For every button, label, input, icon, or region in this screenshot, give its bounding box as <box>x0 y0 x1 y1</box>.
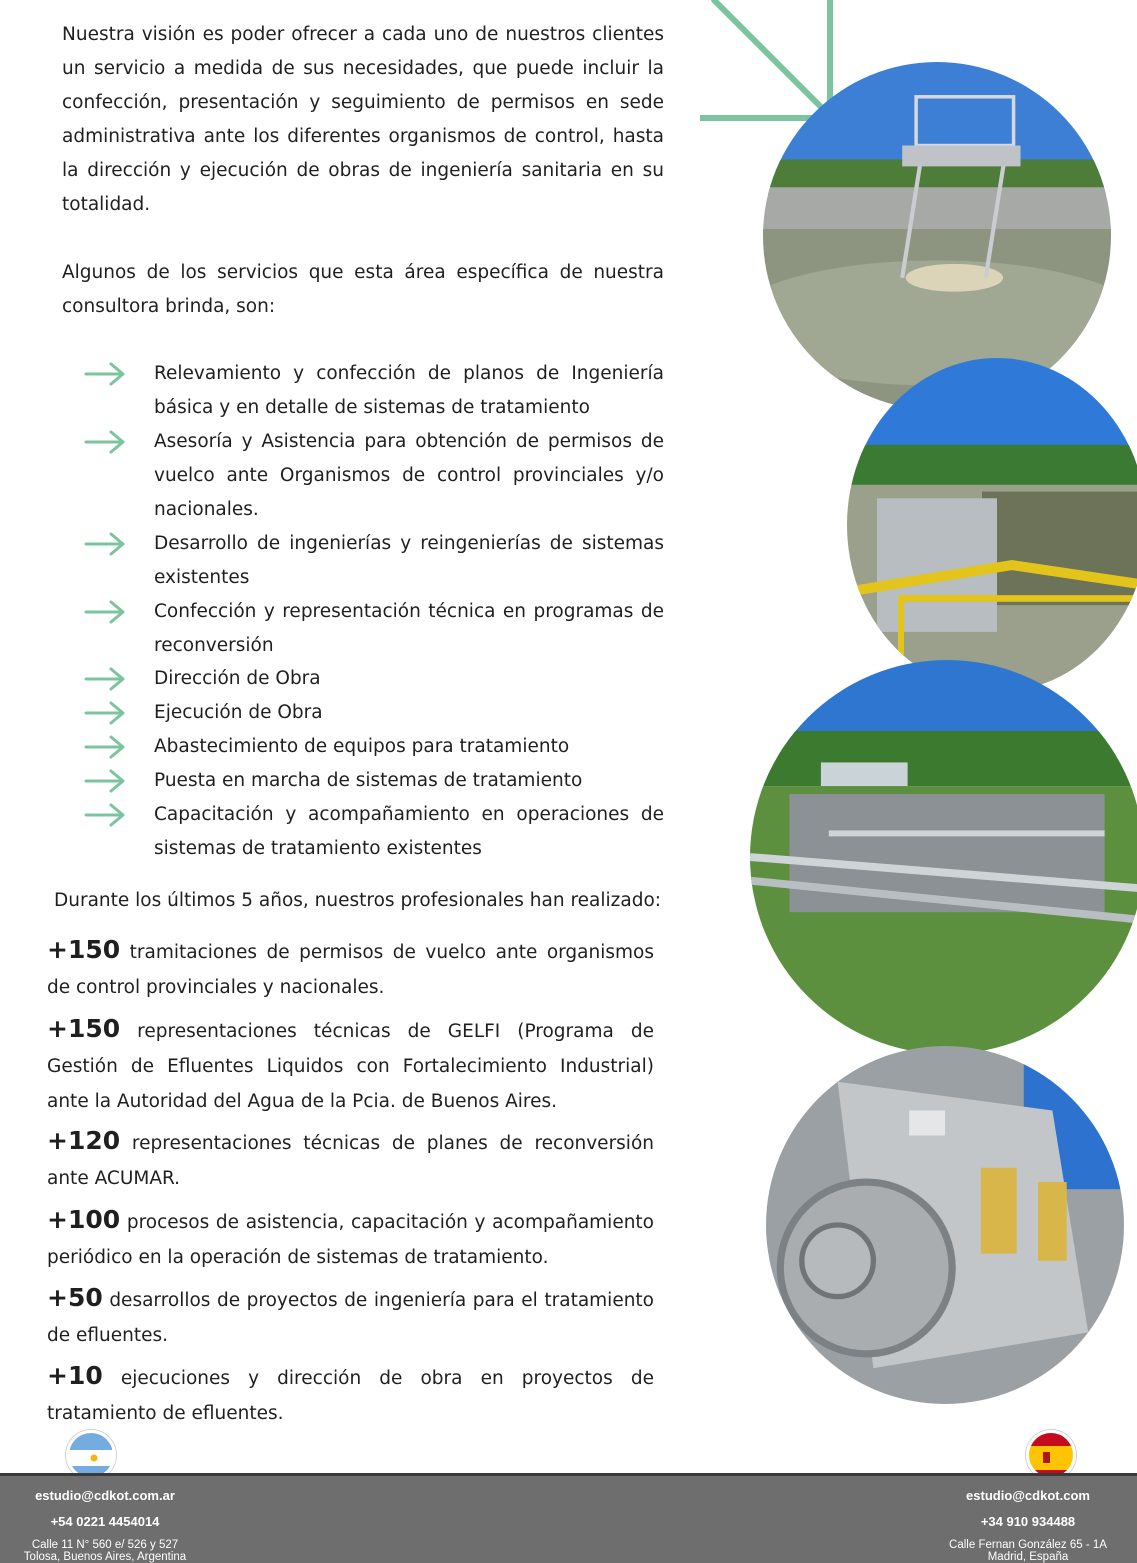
achievement-text: representaciones técnicas de GELFI (Programa de Gestión de Efluentes Liquidos con Fortalecimiento Industrial) ante la Autoridad del Agua de la Pcia. de Buenos Aires. <box>47 1021 654 1112</box>
contact-footer <box>0 1473 1137 1563</box>
service-text: Dirección de Obra <box>154 668 321 689</box>
photo-treatment-plant <box>847 358 1137 692</box>
achievement-text: representaciones técnicas de planes de reconversión ante ACUMAR. <box>47 1133 654 1189</box>
spain-address-line2: Madrid, España <box>987 1551 1069 1563</box>
service-text: Confección y representación técnica en programas de reconversión <box>154 601 664 656</box>
achievement-count: +120 <box>47 1126 121 1155</box>
service-text: Ejecución de Obra <box>154 702 323 723</box>
argentina-address-line1: Calle 11 N° 560 e/ 526 y 527 <box>31 1539 179 1551</box>
photo-stainless-equipment <box>766 1046 1124 1404</box>
achievement-item <box>47 1202 654 1275</box>
achievement-text: procesos de asistencia, capacitación y acompañamiento periódico en la operación de sistemas de tratamiento. <box>47 1212 655 1268</box>
arrow-right-icon <box>84 600 126 624</box>
arrow-right-icon <box>84 735 126 759</box>
achievements-lead: Durante los últimos 5 años, nuestros profesionales han realizado: <box>54 890 662 911</box>
arrow-right-icon <box>84 532 126 556</box>
achievement-item <box>47 932 654 1005</box>
vision-paragraph: Nuestra visión es poder ofrecer a cada uno de nuestros clientes un servicio a medida de sus necesidades, que puede incluir la confección, presentación y seguimiento de permisos en sede administrativa ante los diferentes organismos de control, hasta la dirección y ejecución de obras de ingeniería sanitaria en su totalidad. <box>62 24 664 215</box>
spain-email[interactable]: estudio@cdkot.com <box>966 1488 1090 1503</box>
argentina-address-line2: Tolosa, Buenos Aires, Argentina <box>23 1551 187 1563</box>
service-text: Asesoría y Asistencia para obtención de permisos de vuelco ante Organismos de control provinciales y/o nacionales. <box>154 431 664 520</box>
achievement-text: tramitaciones de permisos de vuelco ante organismos de control provinciales y nacionales. <box>47 942 654 998</box>
arrow-right-icon <box>84 803 126 827</box>
achievement-item <box>47 1123 654 1196</box>
argentina-contact <box>20 1476 190 1563</box>
service-text: Desarrollo de ingenierías y reingenierías de sistemas existentes <box>154 533 664 588</box>
argentina-email[interactable]: estudio@cdkot.com.ar <box>35 1488 175 1503</box>
spain-contact <box>933 1476 1123 1563</box>
service-text: Abastecimiento de equipos para tratamiento <box>154 736 570 757</box>
arrow-right-icon <box>84 430 126 454</box>
achievement-count: +50 <box>47 1283 103 1312</box>
service-text: Puesta en marcha de sistemas de tratamiento <box>154 770 583 791</box>
argentina-phone[interactable]: +54 0221 4454014 <box>50 1514 160 1529</box>
achievement-count: +10 <box>47 1361 103 1390</box>
achievement-item <box>47 1011 654 1119</box>
achievement-item <box>47 1358 654 1431</box>
arrow-right-icon <box>84 362 126 386</box>
spain-phone[interactable]: +34 910 934488 <box>980 1514 1076 1529</box>
achievement-count: +150 <box>47 935 121 964</box>
achievement-text: ejecuciones y dirección de obra en proyectos de tratamiento de efluentes. <box>47 1368 654 1424</box>
arrow-right-icon <box>84 667 126 691</box>
arrow-right-icon <box>84 701 126 725</box>
arrow-right-icon <box>84 769 126 793</box>
achievement-count: +150 <box>47 1014 121 1043</box>
service-text: Capacitación y acompañamiento en operaciones de sistemas de tratamiento existentes <box>154 804 664 859</box>
service-text: Relevamiento y confección de planos de Ingeniería básica y en detalle de sistemas de tratamiento <box>154 363 664 418</box>
photo-clarifier-tank <box>763 62 1111 410</box>
spain-address-line1: Calle Fernan González 65 - 1A <box>949 1539 1107 1551</box>
achievement-text: desarrollos de proyectos de ingeniería para el tratamiento de efluentes. <box>47 1290 655 1346</box>
photo-plant-pipes <box>750 660 1137 1054</box>
services-lead: Algunos de los servicios que esta área específica de nuestra consultora brinda, son: <box>62 262 664 317</box>
achievement-item <box>47 1280 654 1353</box>
achievement-count: +100 <box>47 1205 121 1234</box>
